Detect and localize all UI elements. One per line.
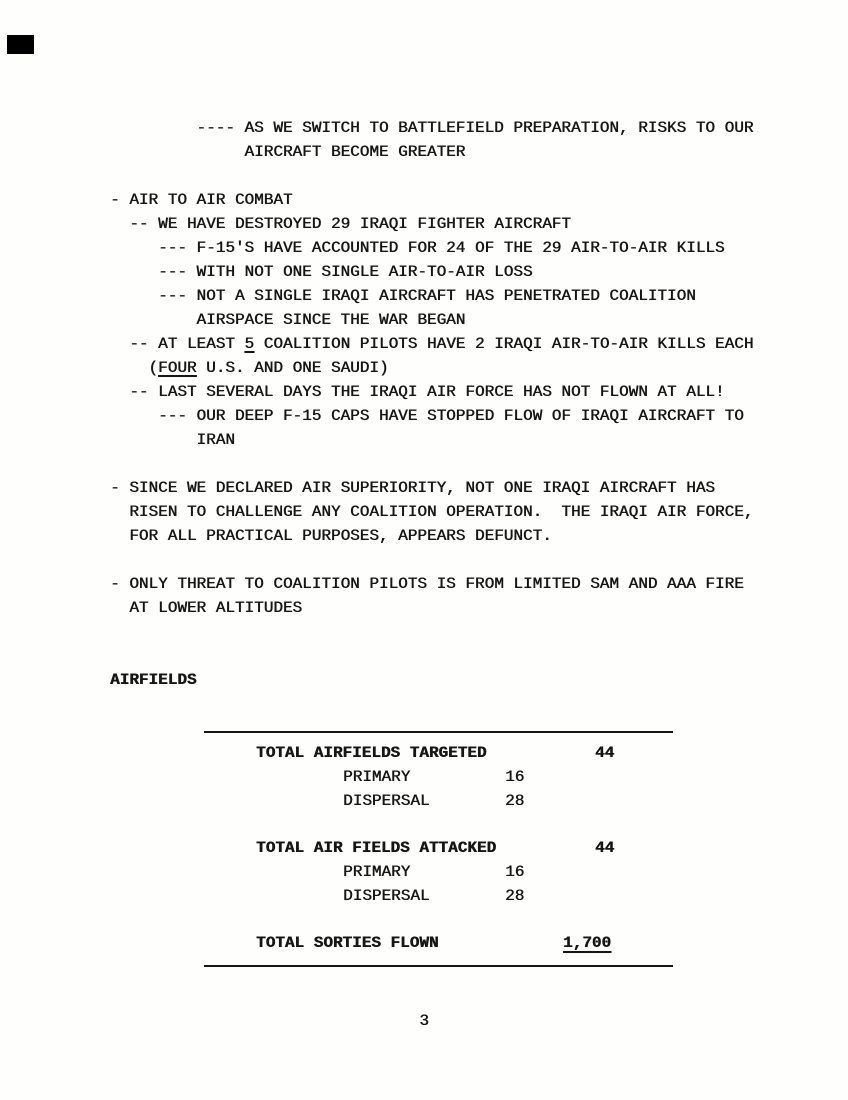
table-bottom-rule <box>204 965 673 967</box>
table-row-label: TOTAL AIRFIELDS TARGETED <box>256 744 487 762</box>
table-row <box>256 741 673 765</box>
text-segment: --- OUR DEEP F-15 CAPS HAVE STOPPED FLOW OF IRAQI AIRCRAFT TO <box>158 407 744 425</box>
airfields-table-rows <box>204 733 673 965</box>
text-line <box>110 668 753 692</box>
text-line <box>110 356 753 380</box>
text-segment: --- NOT A SINGLE IRAQI AIRCRAFT HAS PENETRATED COALITION <box>158 287 696 305</box>
text-segment: --- F-15'S HAVE ACCOUNTED FOR 24 OF THE 29 AIR-TO-AIR KILLS <box>158 239 725 257</box>
text-line <box>110 308 753 332</box>
text-line <box>110 284 753 308</box>
underlined-text: FOUR <box>158 359 197 377</box>
table-row <box>256 884 673 908</box>
text-segment: -- LAST SEVERAL DAYS THE IRAQI AIR FORCE HAS NOT FLOWN AT ALL! <box>129 383 725 401</box>
text-line <box>110 500 753 524</box>
table-row-value: 16 <box>505 768 525 786</box>
text-line <box>110 188 753 212</box>
table-row <box>256 931 673 955</box>
underlined-text: 5 <box>244 335 255 353</box>
text-line <box>110 332 753 356</box>
table-row-label: TOTAL AIR FIELDS ATTACKED <box>256 839 497 857</box>
text-line <box>110 140 753 164</box>
table-row-value: 44 <box>595 744 615 762</box>
scan-artifact <box>7 35 34 54</box>
page-number: 3 <box>419 1012 429 1030</box>
text-line <box>110 572 753 596</box>
airfields-table <box>204 731 673 967</box>
blank-line <box>110 548 753 572</box>
table-row-label: PRIMARY <box>343 863 411 881</box>
text-line <box>110 524 753 548</box>
text-line <box>110 116 753 140</box>
text-segment: -- WE HAVE DESTROYED 29 IRAQI FIGHTER AIRCRAFT <box>129 215 571 233</box>
blank-line <box>110 644 753 668</box>
table-row-spacer <box>256 813 673 836</box>
text-segment: U.S. AND ONE SAUDI) <box>196 359 389 377</box>
text-line <box>110 236 753 260</box>
text-segment: - SINCE WE DECLARED AIR SUPERIORITY, NOT ONE IRAQI AIRCRAFT HAS <box>110 479 715 497</box>
text-line <box>110 596 753 620</box>
table-row-value: 1,700 <box>563 934 612 952</box>
table-row-value: 28 <box>505 792 525 810</box>
table-row <box>256 789 673 813</box>
text-segment: - ONLY THREAT TO COALITION PILOTS IS FROM LIMITED SAM AND AAA FIRE <box>110 575 744 593</box>
text-segment: ---- AS WE SWITCH TO BATTLEFIELD PREPARATION, RISKS TO OUR <box>196 119 754 137</box>
text-line <box>110 260 753 284</box>
text-segment: ( <box>148 359 159 377</box>
text-line <box>110 212 753 236</box>
text-segment: FOR ALL PRACTICAL PURPOSES, APPEARS DEFUNCT. <box>129 527 552 545</box>
table-row-value: 16 <box>505 863 525 881</box>
text-segment: AIRFIELDS <box>110 671 197 689</box>
text-line <box>110 380 753 404</box>
table-row-label: PRIMARY <box>343 768 411 786</box>
table-row-spacer <box>256 908 673 931</box>
text-line <box>110 404 753 428</box>
text-line <box>110 428 753 452</box>
table-row-label: TOTAL SORTIES FLOWN <box>256 934 439 952</box>
table-row-value: 44 <box>595 839 615 857</box>
text-segment: AT LOWER ALTITUDES <box>129 599 303 617</box>
text-line <box>110 476 753 500</box>
table-row <box>256 765 673 789</box>
table-row <box>256 860 673 884</box>
text-segment: IRAN <box>196 431 235 449</box>
table-row <box>256 836 673 860</box>
blank-line <box>110 620 753 644</box>
briefing-lines <box>110 116 753 692</box>
text-segment: COALITION PILOTS HAVE 2 IRAQI AIR-TO-AIR KILLS EACH <box>254 335 754 353</box>
text-segment: AIRSPACE SINCE THE WAR BEGAN <box>196 311 466 329</box>
text-segment: -- AT LEAST <box>129 335 245 353</box>
text-segment: - AIR TO AIR COMBAT <box>110 191 293 209</box>
text-segment: AIRCRAFT BECOME GREATER <box>244 143 466 161</box>
blank-line <box>110 452 753 476</box>
table-row-label: DISPERSAL <box>343 887 430 905</box>
table-row-label: DISPERSAL <box>343 792 430 810</box>
blank-line <box>110 164 753 188</box>
text-segment: RISEN TO CHALLENGE ANY COALITION OPERATION. THE IRAQI AIR FORCE, <box>129 503 754 521</box>
table-row-value: 28 <box>505 887 525 905</box>
text-segment: --- WITH NOT ONE SINGLE AIR-TO-AIR LOSS <box>158 263 533 281</box>
